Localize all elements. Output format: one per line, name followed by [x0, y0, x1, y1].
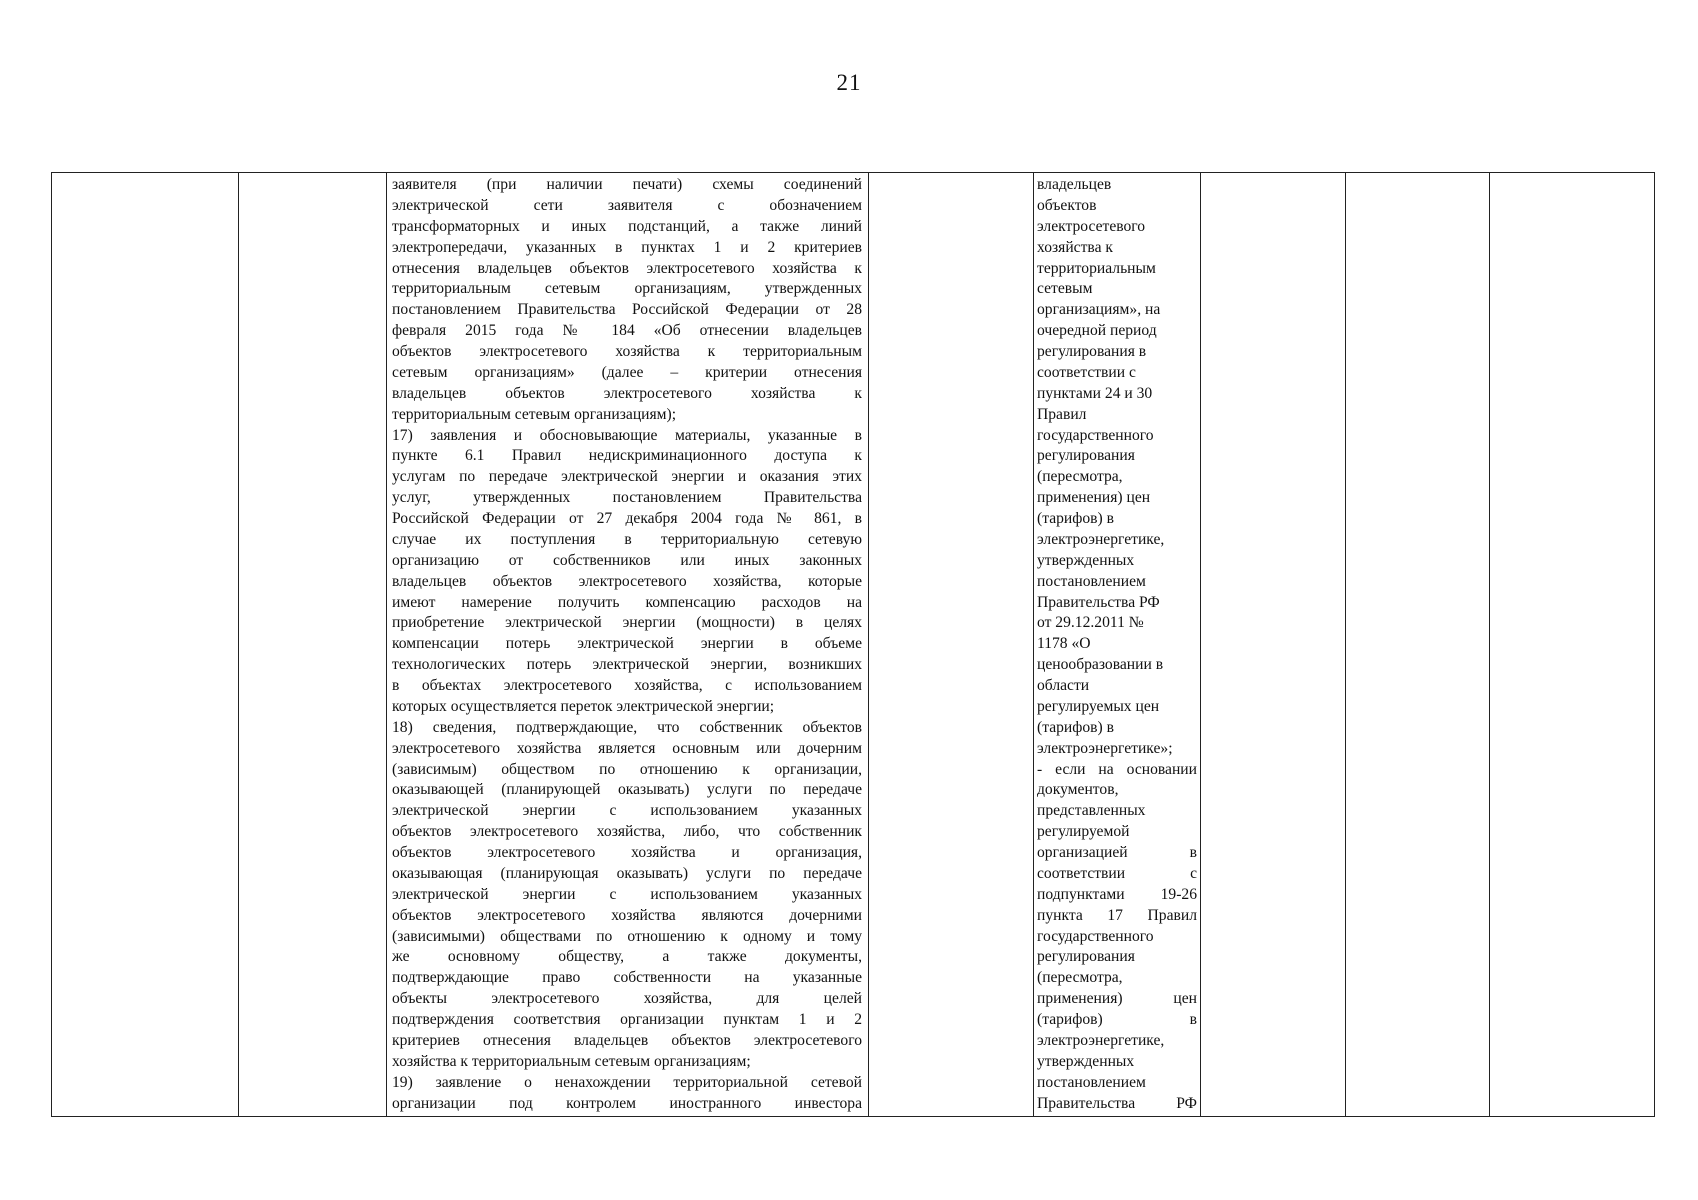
- basis-cell-text: [1037, 175, 1197, 1114]
- document-table: [51, 172, 1655, 1117]
- text-line: области: [1037, 677, 1090, 694]
- text-line: объектов электросетевого хозяйства и организация,: [392, 844, 862, 861]
- text-line: постановлением: [1037, 572, 1146, 590]
- text-line: подтверждения соответствия организации пунктам 1 и 2: [392, 1011, 862, 1028]
- text-line: приобретение электрической энергии (мощности) в целях: [392, 614, 862, 632]
- requirements-cell-text: [392, 175, 862, 1114]
- text-line: же основному обществу, а также документы,: [392, 948, 862, 966]
- text-line: услугам по передаче электрической энергии и оказания этих: [392, 468, 862, 486]
- text-line: (зависимым) обществом по отношению к организации,: [392, 760, 862, 778]
- text-line: представленных: [1037, 802, 1146, 820]
- text-line: объекты электросетевого хозяйства, для целей: [392, 990, 862, 1008]
- text-line: организацию от собственников или иных законных: [392, 551, 862, 569]
- text-line: электроэнергетике,: [1037, 1031, 1165, 1049]
- text-line: регулирования: [1037, 447, 1135, 465]
- text-line: электроэнергетике»;: [1037, 739, 1173, 757]
- text-line: объектов электросетевого хозяйства являются дочерними: [392, 906, 862, 924]
- text-line: владельцев: [1037, 176, 1112, 193]
- text-line: технологических потерь электрической энергии, возникших: [392, 656, 862, 674]
- text-line: территориальным сетевым организациям);: [392, 405, 677, 423]
- text-line: в объектах электросетевого хозяйства, с использованием: [392, 677, 862, 694]
- column-divider: [1033, 173, 1034, 1116]
- text-line: пункте 6.1 Правил недискриминационного доступа к: [392, 447, 862, 465]
- text-line: 17) заявления и обосновывающие материалы, указанные в: [392, 426, 862, 444]
- text-line: февраля 2015 года № 184 «Об отнесении владельцев: [392, 322, 862, 340]
- text-line: владельцев объектов электросетевого хозяйства, которые: [392, 572, 862, 590]
- text-line: заявителя (при наличии печати) схемы соединений: [392, 176, 862, 193]
- text-line: критериев отнесения владельцев объектов электросетевого: [392, 1031, 862, 1049]
- text-line: постановлением: [1037, 1073, 1146, 1091]
- column-divider: [868, 173, 869, 1116]
- text-line: подтверждающие право собственности на указанные: [392, 969, 862, 987]
- text-line: государственного: [1037, 927, 1154, 945]
- text-line: Российской Федерации от 27 декабря 2004 года № 861, в: [392, 510, 862, 527]
- text-line: (зависимыми) обществами по отношению к одному и тому: [392, 927, 862, 945]
- text-line: государственного: [1037, 426, 1154, 444]
- text-line: - если на основании: [1037, 760, 1197, 778]
- text-line: 19) заявление о ненахождении территориальной сетевой: [392, 1073, 862, 1091]
- text-line: сетевым: [1037, 280, 1093, 298]
- text-line: постановлением Правительства Российской Федерации от 28: [392, 301, 862, 319]
- text-line: объектов электросетевого хозяйства, либо, что собственник: [392, 823, 862, 841]
- text-line: 18) сведения, подтверждающие, что собственник объектов: [392, 718, 862, 736]
- text-line: (тарифов) в: [1037, 510, 1114, 527]
- text-line: услуг, утвержденных постановлением Правительства: [392, 489, 862, 507]
- text-line: (тарифов) в: [1037, 718, 1114, 736]
- text-line: объектов: [1037, 196, 1097, 214]
- text-line: Правил: [1037, 405, 1087, 423]
- text-line: владельцев объектов электросетевого хозяйства к: [392, 384, 862, 402]
- text-line: очередной период: [1037, 322, 1157, 340]
- text-line: электросетевого: [1037, 217, 1146, 235]
- text-line: имеют намерение получить компенсацию расходов на: [392, 593, 862, 611]
- text-line: (пересмотра,: [1037, 969, 1123, 987]
- text-line: ценообразовании в: [1037, 656, 1164, 674]
- text-line: подпунктами 19-26: [1037, 885, 1197, 903]
- text-line: (тарифов) в: [1037, 1011, 1197, 1028]
- text-line: хозяйства к территориальным сетевым организациям;: [392, 1052, 751, 1070]
- text-line: электрической энергии с использованием указанных: [392, 885, 862, 903]
- text-line: документов,: [1037, 781, 1119, 799]
- text-line: территориальным: [1037, 259, 1156, 277]
- text-line: организацией в: [1037, 844, 1197, 861]
- text-line: 1178 «О: [1037, 635, 1091, 653]
- text-line: регулирования в: [1037, 343, 1147, 360]
- text-line: пункта 17 Правил: [1037, 906, 1197, 924]
- text-line: применения) цен: [1037, 489, 1151, 507]
- text-line: трансформаторных и иных подстанций, а также линий: [392, 217, 862, 235]
- text-line: объектов электросетевого хозяйства к территориальным: [392, 343, 862, 360]
- text-line: Правительства РФ: [1037, 1094, 1197, 1112]
- text-line: оказывающая (планирующая оказывать) услуги по передаче: [392, 864, 862, 882]
- column-divider: [386, 173, 387, 1116]
- text-line: сетевым организациям» (далее – критерии отнесения: [392, 363, 862, 381]
- text-line: электропередачи, указанных в пунктах 1 и 2 критериев: [392, 238, 862, 256]
- text-line: случае их поступления в территориальную сетевую: [392, 530, 862, 548]
- column-divider: [1345, 173, 1346, 1116]
- text-line: которых осуществляется переток электрической энергии;: [392, 697, 775, 715]
- column-divider: [1200, 173, 1201, 1116]
- text-line: оказывающей (планирующей оказывать) услуги по передаче: [392, 781, 862, 799]
- column-divider: [1489, 173, 1490, 1116]
- text-line: утвержденных: [1037, 551, 1135, 569]
- text-line: соответствии с: [1037, 363, 1136, 381]
- text-line: компенсации потерь электрической энергии в объеме: [392, 635, 862, 653]
- text-line: применения) цен: [1037, 990, 1197, 1008]
- text-line: электрической сети заявителя с обозначением: [392, 196, 862, 214]
- text-line: утвержденных: [1037, 1052, 1135, 1070]
- text-line: территориальным сетевым организациям, утвержденных: [392, 280, 862, 298]
- text-line: регулирования: [1037, 948, 1135, 966]
- text-line: регулируемой: [1037, 823, 1130, 841]
- text-line: организации под контролем иностранного инвестора: [392, 1094, 862, 1112]
- page-number: 21: [836, 70, 862, 95]
- text-line: (пересмотра,: [1037, 468, 1123, 486]
- text-line: электрической энергии с использованием указанных: [392, 802, 862, 820]
- text-line: электросетевого хозяйства является основным или дочерним: [392, 739, 862, 757]
- text-line: Правительства РФ: [1037, 593, 1160, 611]
- text-line: электроэнергетике,: [1037, 530, 1165, 548]
- text-line: соответствии с: [1037, 864, 1197, 882]
- text-line: организациям», на: [1037, 301, 1161, 319]
- text-line: пунктами 24 и 30: [1037, 384, 1153, 402]
- text-line: от 29.12.2011 №: [1037, 614, 1144, 632]
- text-line: регулируемых цен: [1037, 697, 1160, 715]
- column-divider: [238, 173, 239, 1116]
- text-line: хозяйства к: [1037, 238, 1113, 256]
- text-line: отнесения владельцев объектов электросетевого хозяйства к: [392, 259, 862, 277]
